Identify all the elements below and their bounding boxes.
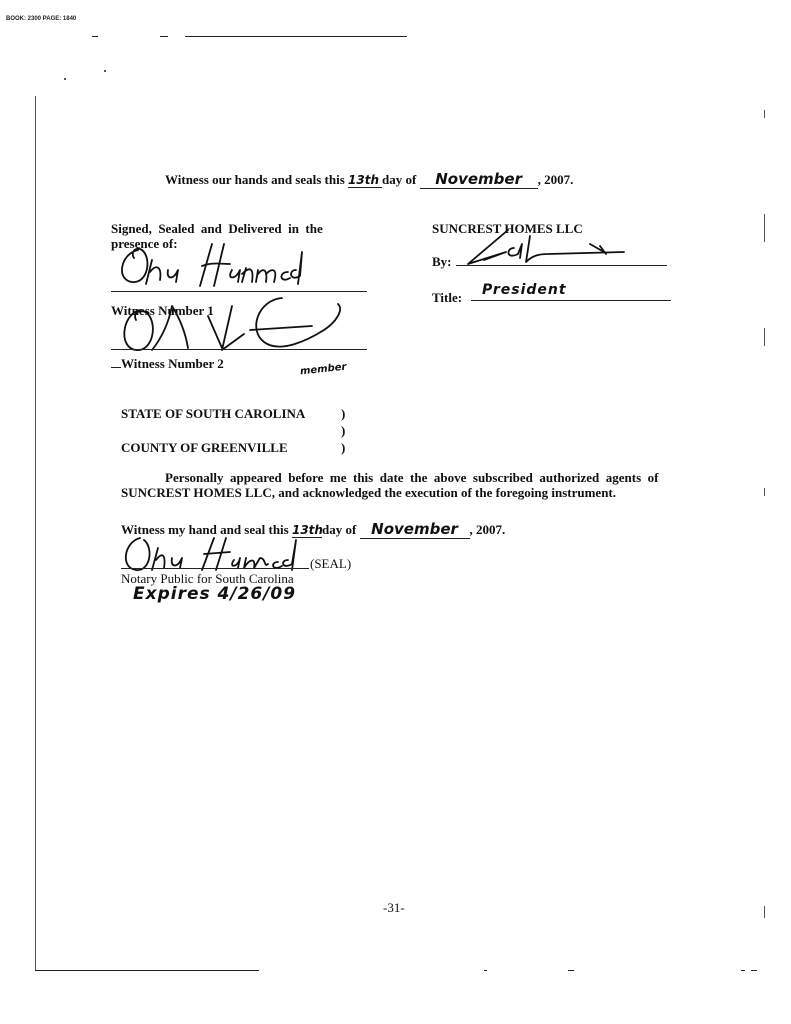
scan-speck [64,78,66,80]
witness-year: , 2007. [537,172,574,187]
right-margin-mark [764,906,765,918]
witness-2-signature-line [111,349,367,350]
acknowledgment-line-1: Personally appeared before me this date the above subscribed authorized agents of [165,470,659,485]
footer-dash [741,970,745,971]
header-dash [160,36,168,37]
footer-dash [484,970,487,971]
by-signature-line [456,265,667,266]
right-margin-mark [764,328,765,346]
witness-1-signature [112,240,327,290]
state-paren-1: ) [341,406,346,421]
witness-2-text: Witness Number 2 [121,356,224,371]
title-value: President [482,282,567,298]
header-rule [185,36,407,37]
page-number: -31- [383,900,405,915]
notary-seal: (SEAL) [310,556,352,571]
company-name: SUNCREST HOMES LLC [432,221,583,236]
notary-day: 13th [291,523,323,537]
notary-signature-line [121,568,309,569]
title-label: Title: [432,290,463,305]
witness-month: November [420,170,538,189]
signed-sealed-line: Signed, Sealed and Delivered in the [111,221,323,236]
by-label: By: [432,254,452,269]
witness-1-label: Witness Number 1 [111,303,214,318]
presence-of-line: presence of: [111,236,178,251]
witness-day-of: day of [382,172,417,187]
header-dash-2 [92,36,98,37]
witness-statement [165,170,573,189]
state-paren-2: ) [341,423,346,438]
witness-day: 13th [348,173,382,188]
left-border [35,96,36,970]
notary-month: November [360,520,470,539]
state-line: STATE OF SOUTH CAROLINA [121,406,306,421]
book-page-reference: BOOK: 2300 PAGE: 1840 [6,16,77,22]
right-margin-mark [764,488,765,496]
notary-public-label: Notary Public for South Carolina [121,571,294,586]
notary-day-of: day of [321,522,357,537]
witness-prefix: Witness our hands and seals this [165,172,345,187]
notary-expiration: Expires 4/26/09 [133,584,297,604]
witness-2-prefix [111,367,121,368]
witness-1-signature-line [111,291,367,292]
bottom-border [35,970,259,971]
scan-speck [104,70,106,72]
company-signature [448,224,638,270]
witness-2-label [111,356,224,372]
notary-year: , 2007. [469,522,506,537]
county-paren: ) [341,440,346,455]
county-line: COUNTY OF GREENVILLE [121,440,288,455]
title-line [471,300,671,301]
acknowledgment-line-2: SUNCREST HOMES LLC, and acknowledged the execution of the foregoing instrument. [121,485,616,500]
footer-dash [568,970,574,971]
witness-2-signature [112,296,357,356]
witness-2-note: member [299,361,347,378]
notary-prefix: Witness my hand and seal this [121,522,289,537]
right-margin-mark [764,214,765,242]
right-margin-mark [764,110,765,118]
footer-dash [751,970,757,971]
